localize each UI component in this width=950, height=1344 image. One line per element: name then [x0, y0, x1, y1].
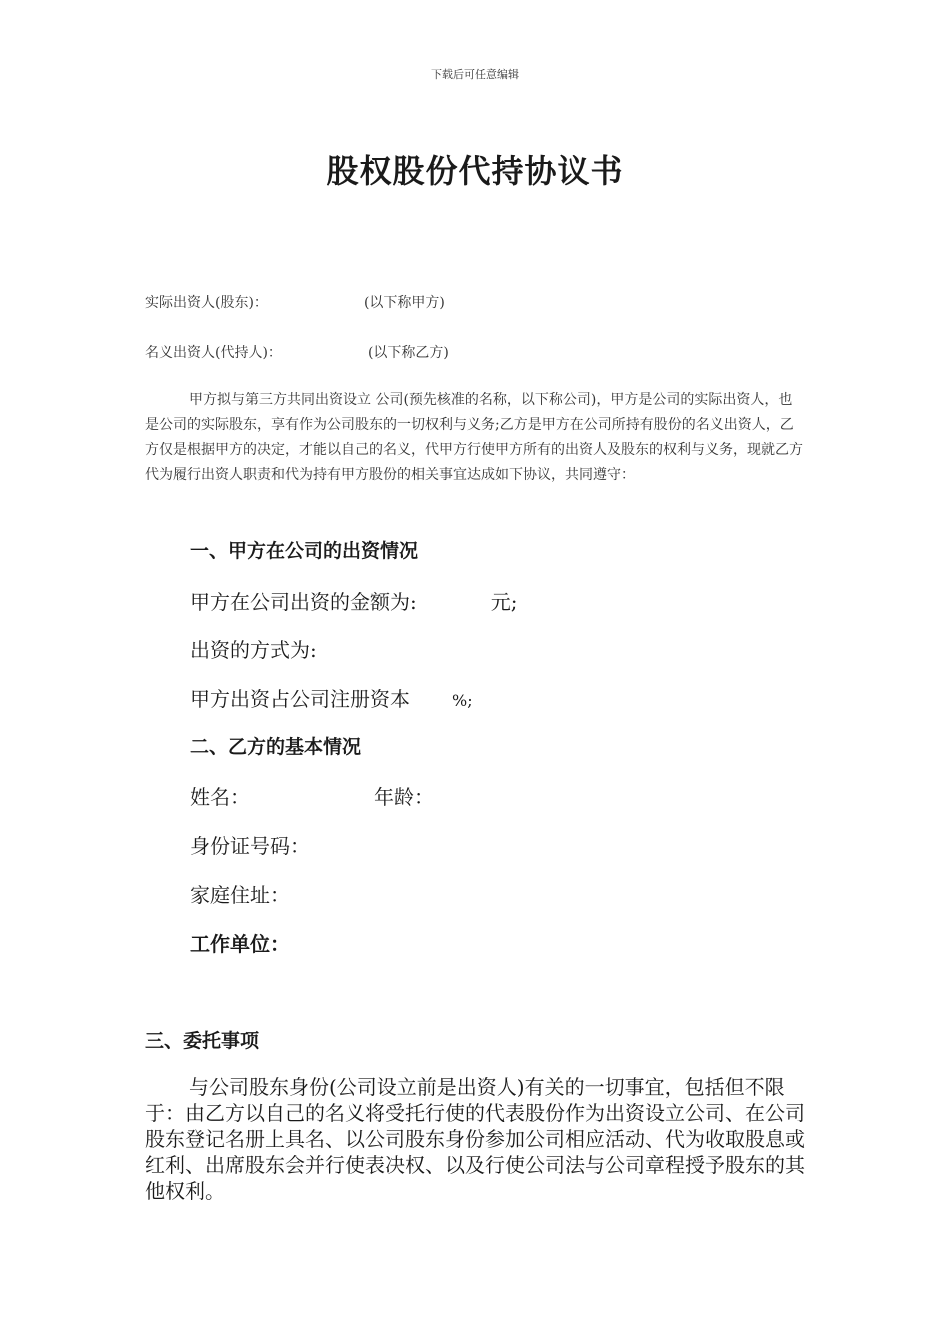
- party-b-label: 名义出资人(代持人)：: [145, 345, 282, 361]
- section2-heading: 二、乙方的基本情况: [190, 736, 362, 758]
- section2-id-line: [190, 830, 310, 859]
- party-b-line: [145, 342, 449, 362]
- amount-label: 甲方在公司出资的金额为:: [190, 590, 417, 614]
- method-label: 出资的方式为:: [190, 638, 317, 662]
- age-label: 年龄：: [374, 785, 434, 809]
- header-note: 下载后可任意编辑: [431, 68, 519, 81]
- id-label: 身份证号码：: [190, 834, 310, 858]
- ratio-label: 甲方出资占公司注册资本: [190, 687, 410, 711]
- intro-text: 甲方拟与第三方共同出资设立 公司(预先核准的名称，以下称公司)，甲方是公司的实际出资人，也是公司的实际股东，享有作为公司股东的一切权利与义务;乙方是甲方在公司所持有股份的名义出资人，乙方仅是根据甲方的决定，才能以自己的名义，代甲方行使甲方所有的出资人及股东的权利与义务，现就乙方代为履行出资人职责和代为持有甲方股份的相关事宜达成如下协议，共同遵守：: [145, 392, 803, 483]
- section2-name-line: [190, 781, 434, 810]
- party-a-label: 实际出资人(股东)：: [145, 295, 268, 311]
- section1-ratio-line: [190, 683, 473, 712]
- party-b-suffix: (以下称乙方): [367, 345, 449, 361]
- work-label: 工作单位：: [190, 932, 290, 956]
- section1-method-line: [190, 634, 317, 663]
- section2-work-line: [190, 928, 290, 957]
- amount-unit: 元;: [490, 590, 518, 614]
- document-title: 股权股份代持协议书: [326, 152, 624, 190]
- section3-heading: 三、委托事项: [145, 1030, 260, 1052]
- section2-address-line: [190, 879, 290, 908]
- section1-amount-line: [190, 586, 518, 615]
- ratio-unit: %;: [452, 691, 473, 710]
- party-a-line: [145, 292, 445, 312]
- address-label: 家庭住址：: [190, 883, 290, 907]
- section3-text: 与公司股东身份(公司设立前是出资人)有关的一切事宜，包括但不限于：由乙方以自己的名义将受托行使的代表股份作为出资设立公司、在公司股东登记名册上具名、以公司股东身份参加公司相应活动、代为收取股息或红利、出席股东会并行使表决权、以及行使公司法与公司章程授予股东的其他权利。: [145, 1075, 805, 1203]
- party-a-suffix: (以下称甲方): [363, 295, 445, 311]
- intro-paragraph: [145, 388, 805, 488]
- section1-heading: 一、甲方在公司的出资情况: [190, 540, 419, 562]
- section3-paragraph: [145, 1074, 805, 1204]
- name-label: 姓名：: [190, 785, 250, 809]
